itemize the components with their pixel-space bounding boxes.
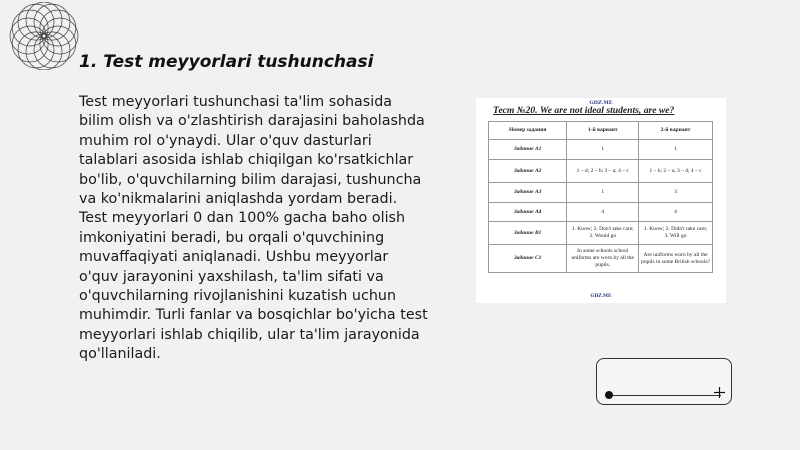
variant-2-cell: Are uniforms worn by all the pupils in some British schools? <box>639 245 713 273</box>
column-header-variant-1: 1-й вариант <box>567 122 639 140</box>
table-row <box>489 203 713 222</box>
variant-2-cell: 1. Know; 2. Didn't take care; 3. Will go <box>639 222 713 245</box>
variant-2-cell: 1 – b; 2 – a; 3 – d; 4 – c <box>639 160 713 183</box>
doc-footer-watermark: GDZ.ME <box>590 294 612 299</box>
table-row <box>489 183 713 203</box>
variant-1-cell: 1 <box>567 140 639 160</box>
answer-table <box>488 121 713 273</box>
column-header-variant-2: 2-й вариант <box>639 122 713 140</box>
table-row <box>489 222 713 245</box>
slider-track[interactable] <box>609 395 721 396</box>
table-row <box>489 245 713 273</box>
task-cell: Задание А2 <box>489 160 567 183</box>
task-cell: Задание А3 <box>489 183 567 203</box>
column-header-task: Номер задания <box>489 122 567 140</box>
doc-header-watermark: GDZ.ME <box>589 100 613 106</box>
slider-handle[interactable] <box>605 391 613 399</box>
variant-2-cell: 1 <box>639 140 713 160</box>
variant-1-cell: In some schools school uniforms are worn by all the pupils. <box>567 245 639 273</box>
task-cell: Задание А4 <box>489 203 567 222</box>
plus-icon[interactable] <box>714 387 725 398</box>
variant-2-cell: 4 <box>639 203 713 222</box>
variant-1-cell: 1. Know; 2. Don't take care; 3. Would go <box>567 222 639 245</box>
answer-table-header-row <box>489 122 713 140</box>
doc-title: Тест №20. We are not ideal students, are we? <box>493 105 675 116</box>
variant-1-cell: 1 – d; 2 – b; 3 – a; 4 – c <box>567 160 639 183</box>
variant-1-cell: 4 <box>567 203 639 222</box>
variant-2-cell: 3 <box>639 183 713 203</box>
answer-key-document-image <box>476 98 726 303</box>
task-cell: Задание С1 <box>489 245 567 273</box>
slider-widget[interactable] <box>596 358 732 405</box>
decorative-rings-logo <box>4 2 84 70</box>
task-cell: Задание В1 <box>489 222 567 245</box>
variant-1-cell: 1 <box>567 183 639 203</box>
table-row <box>489 140 713 160</box>
table-row <box>489 160 713 183</box>
body-paragraph: Test meyyorlari tushunchasi ta'lim sohasida bilim olish va o'zlashtirish darajasini baholashda muhim rol o'ynaydi. Ular o'quv dasturlari talablari asosida ishlab chiqilgan ko'rsatkichlar bo'lib, o'quvchilarning bilim darajasi, tushuncha va ko'nikmalarini aniqlashda yordam beradi. Test meyyorlari 0 dan 100% gacha baho olish imkoniyatini beradi, bu orqali o'quvchining muvaffaqiyati aniqlanadi. Ushbu meyyorlar o'quv jarayonini yaxshilash, ta'lim sifati va o'quvchilarning rivojlanishini kuzatish uchun muhimdir. Turli fanlar va bosqichlar bo'yicha test meyyorlari ishlab chiqilib, ular ta'lim jarayonida qo'llaniladi. <box>79 94 428 363</box>
task-cell: Задание А1 <box>489 140 567 160</box>
slide-title: 1. Test meyyorlari tushunchasi <box>79 52 374 72</box>
